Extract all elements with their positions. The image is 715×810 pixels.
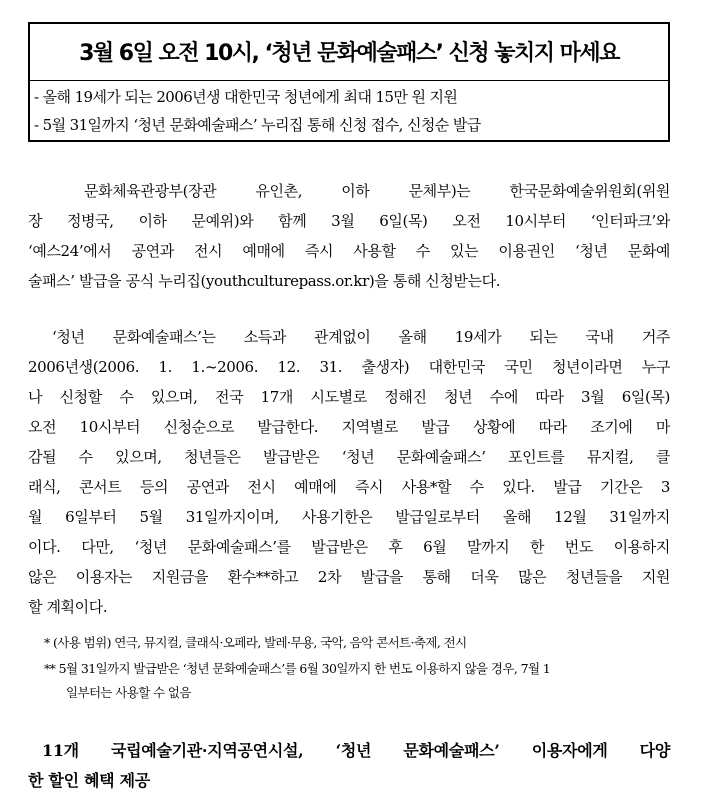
paragraph-2-line: 할 계획이다. <box>28 598 108 616</box>
paragraph-2-line: ‘청년 문화예술패스’는 소득과 관계없이 올해 19세가 되는 국내 거주 <box>52 328 670 346</box>
summary-bullet-1: - 올해 19세가 되는 2006년생 대한민국 청년에게 최대 15만 원 지원 <box>34 88 458 106</box>
paragraph-2-line: 이다. 다만, ‘청년 문화예술패스’를 발급받은 후 6월 말까지 한 번도 이용하지 <box>28 538 670 556</box>
headline-title: 3월 6일 오전 10시, ‘청년 문화예술패스’ 신청 놓치지 마세요 <box>79 41 619 66</box>
paragraph-1-line: ‘예스24’에서 공연과 전시 예매에 즉시 사용할 수 있는 이용권인 ‘청년 문화예 <box>28 242 670 260</box>
paragraph-2-line: 2006년생(2006. 1. 1.~2006. 12. 31. 출생자) 대한민국 국민 청년이라면 누구 <box>28 358 670 376</box>
paragraph-1-line: 문화체육관광부(장관 유인촌, 이하 문체부)는 한국문화예술위원회(위원 <box>84 182 670 200</box>
footnote-usage-scope: * (사용 범위) 연극, 뮤지컬, 클래식·오페라, 발레·무용, 국악, 음악 콘서트·축제, 전시 <box>44 635 467 650</box>
paragraph-1-line: 장 정병국, 이하 문예위)와 함께 3월 6일(목) 오전 10시부터 ‘인터파크’와 <box>28 212 670 230</box>
paragraph-2-line: 오전 10시부터 신청순으로 발급한다. 지역별로 발급 상황에 따라 조기에 마 <box>28 418 670 436</box>
paragraph-1-line: 술패스’ 발급을 공식 누리집(youthculturepass.or.kr)을 통해 신청받는다. <box>28 272 501 290</box>
paragraph-2-line: 않은 이용자는 지원금을 환수**하고 2차 발급을 통해 더욱 많은 청년들을 지원 <box>28 568 670 586</box>
headline-box <box>28 22 670 142</box>
section-heading-line-2: 한 할인 혜택 제공 <box>28 771 150 790</box>
summary-bullet-2: - 5월 31일까지 ‘청년 문화예술패스’ 누리집 통해 신청 접수, 신청순 발급 <box>34 116 481 134</box>
paragraph-2-line: 감될 수 있으며, 청년들은 발급받은 ‘청년 문화예술패스’ 포인트를 뮤지컬, 클 <box>28 448 670 466</box>
headline-divider <box>30 80 668 81</box>
section-heading-line-1: 11개 국립예술기관·지역공연시설, ‘청년 문화예술패스’ 이용자에게 다양 <box>42 741 670 760</box>
footnote-refund-line-1: ** 5월 31일까지 발급받은 ‘청년 문화예술패스’를 6월 30일까지 한 번도 이용하지 않을 경우, 7월 1 <box>44 661 551 676</box>
paragraph-2-line: 월 6일부터 5월 31일까지이며, 사용기한은 발급일로부터 올해 12월 31일까지 <box>28 508 670 526</box>
paragraph-2-line: 나 신청할 수 있으며, 전국 17개 시도별로 정해진 청년 수에 따라 3월 6일(목) <box>28 388 670 406</box>
section-heading <box>28 736 670 796</box>
footnote-refund-line-2: 일부터는 사용할 수 없음 <box>66 685 191 700</box>
paragraph-2-line: 래식, 콘서트 등의 공연과 전시 예매에 즉시 사용*할 수 있다. 발급 기간은 3 <box>28 478 670 496</box>
